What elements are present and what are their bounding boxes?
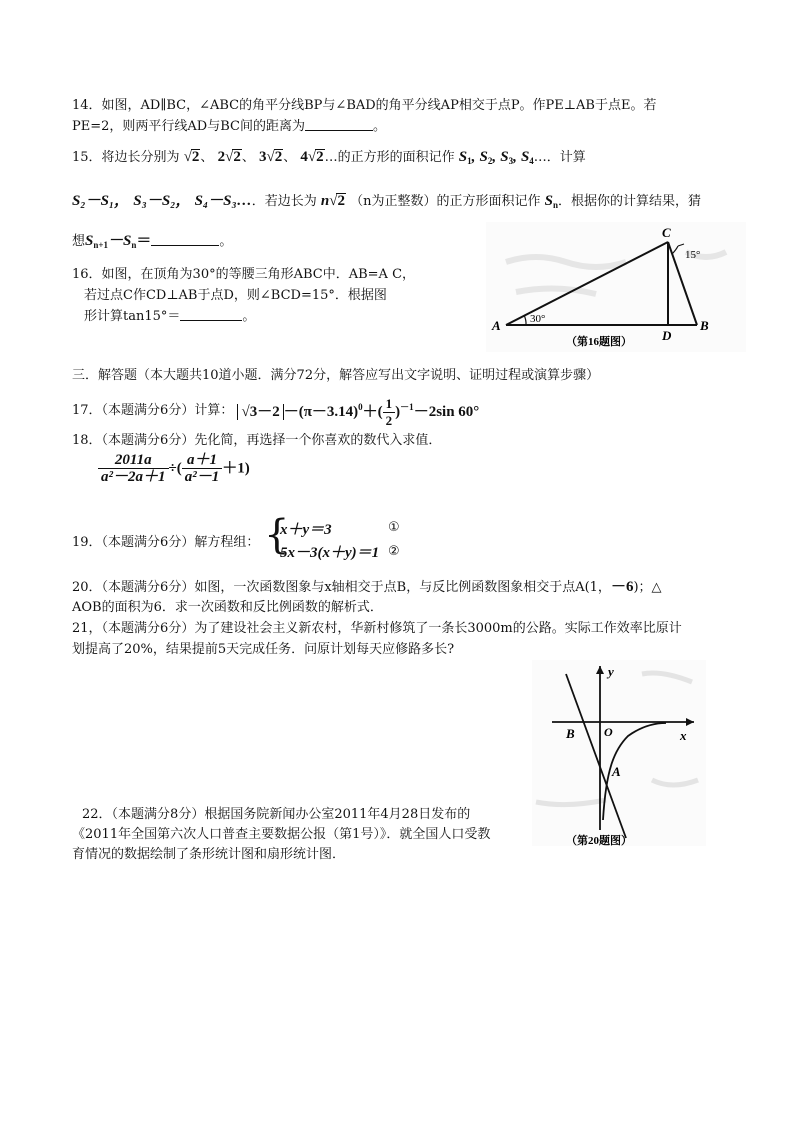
q15-s2: $S_2$, (479, 149, 497, 166)
q15-side-4: 4√2 (300, 149, 324, 165)
q17-abs-value: √3－2 (237, 404, 283, 420)
q20-line2: AOB的面积为6．求一次函数和反比例函数的解析式． (72, 600, 383, 615)
q22-line1: 22．（本题满分8分）根据国务院新闻办公室2011年4月28日发布的 (82, 807, 471, 822)
vertex-A-label: A (492, 318, 501, 333)
q15-line2 (72, 192, 701, 214)
q17-close: ) (395, 404, 401, 420)
q15-s4: $S_4$ (520, 149, 534, 166)
q14-answer-blank[interactable] (305, 118, 373, 131)
q15-s3: $S_3$, (500, 149, 517, 166)
q18-expression (98, 452, 250, 492)
q21-line2: 划提高了20%，结果提前5天完成任务．问原计划每天应修路多长? (72, 642, 455, 657)
q18-tail: ＋1) (222, 460, 250, 477)
q15-sep: 、 (200, 150, 214, 165)
origin-label: O (604, 725, 613, 739)
q15-dots: …的正方形的面积记作 (324, 150, 455, 165)
q20-line1-end: )；△ (633, 580, 662, 595)
q22-line3: 育情况的数据绘制了条形统计图和扇形统计图． (72, 847, 346, 862)
q20-line1 (72, 578, 662, 597)
q16-line3-text: 形计算tan15°＝ (84, 309, 181, 324)
q15-intro: 15．将边长分别为 (72, 150, 180, 165)
q19-eq2: 5x－3(x＋y)＝1 (280, 545, 380, 561)
q19-system (264, 514, 424, 564)
q22-line2: 《2011年全国第六次人口普查主要数据公报（第1号）》．就全国人口受教 (72, 827, 491, 842)
q18-divide: ÷( (168, 460, 182, 477)
y-axis-label: y (608, 664, 614, 679)
q15-mid2: （n为正整数）的正方形面积记作 (350, 194, 541, 209)
q15-end1: …．计算 (533, 150, 586, 165)
q17-expression (237, 396, 480, 429)
vertex-D-label: D (662, 328, 672, 343)
q15-side-1: √2 (183, 149, 200, 165)
q17-exp0: 0 (358, 402, 363, 412)
q17-prefix: 17．（本题满分6分）计算： (72, 403, 234, 419)
q20-coordinate: －6 (610, 579, 634, 595)
q15-guess-eq: ＝ (136, 233, 152, 249)
angle-C-label: 15° (685, 249, 701, 261)
q15-diff-2: S₃－S₂， (133, 193, 191, 209)
q15-mid3: ．根据你的计算结果，猜 (558, 194, 702, 209)
q15-mid: ．若边长为 (251, 194, 317, 209)
figure-16-triangle (486, 222, 746, 352)
q14-line2-end: 。 (372, 119, 386, 134)
q15-line1 (72, 148, 586, 170)
q18-fraction-1: $\frac{2011a}{\text{a²－2a＋1}}$ (98, 452, 169, 485)
q15-side-2: 2√2 (217, 149, 241, 165)
q15-line3 (72, 232, 232, 254)
figure-16-caption: （第16题图） (566, 336, 632, 348)
q15-diff-3: S₄－S₃… (194, 193, 252, 209)
q16-line2: 若过点C作CD⊥AB于点D，则∠BCD=15°．根据图 (84, 288, 387, 303)
q17-half: $\frac{1}{2}$ (383, 396, 396, 429)
point-B-label: B (566, 726, 575, 741)
q17-exp-minus1: －1 (400, 402, 414, 412)
q19-eq1: x＋y＝3 (280, 522, 332, 538)
q16-line1: 16．如图，在顶角为30°的等腰三角形ABC中．AB=A C， (72, 267, 416, 282)
q18-line1: 18．（本题满分6分）先化简，再选择一个你喜欢的数代入求值． (72, 433, 442, 448)
q16-answer-blank[interactable] (180, 308, 242, 321)
point-A-label: A (612, 764, 621, 779)
q15-side-3: 3√2 (258, 149, 283, 165)
figure-20-graph (532, 660, 706, 846)
q16-line3 (84, 308, 255, 326)
q20-line1-text: 20．（本题满分6分）如图，一次函数图象与x轴相交于点B，与反比例函数图象相交于点A(1， (72, 580, 611, 595)
q15-guess-expr: $S_{n+1}-S_n$ (85, 233, 137, 250)
q14-line2-text: PE=2，则两平行线AD与BC间的距离为 (72, 119, 305, 134)
q15-sep: 、 (283, 150, 297, 165)
q17-part1: －(π－3.14) (283, 404, 359, 420)
q15-sn: $S_n$ (544, 193, 558, 210)
q16-line3-end: 。 (242, 309, 256, 324)
figure-20-caption: （第20题图） (566, 835, 632, 846)
vertex-C-label: C (662, 225, 671, 240)
q17-part2: －2sin 60° (413, 404, 480, 420)
q21-line1: 21，（本题满分6分）为了建设社会主义新农村，华新村修筑了一条长3000m的公路。实际工作效率比原计 (72, 621, 682, 636)
q19-prefix: 19．（本题满分6分）解方程组： (72, 535, 260, 550)
q14-line1: 14．如图，AD∥BC，∠ABC的角平分线BP与∠BAD的角平分线AP相交于点P。作PE⊥AB于点E。若 (72, 98, 657, 113)
angle-A-label: 30° (530, 313, 546, 325)
section-3-header: 三．解答题（本大题共10道小题．满分72分，解答应写出文字说明、证明过程或演算步骤） (72, 368, 600, 383)
q15-guess-end: 。 (219, 234, 233, 249)
q15-s1: $S_1$, (458, 149, 476, 166)
q15-side-n: n√2 (320, 193, 345, 209)
q17-line (72, 392, 480, 429)
vertex-B-label: B (700, 318, 709, 333)
q15-sep: 、 (241, 150, 255, 165)
q19-tag1: ① (388, 520, 400, 535)
q15-diff-1: S₂－S₁， (72, 193, 130, 209)
q17-plus: ＋( (362, 404, 383, 420)
q15-answer-blank[interactable] (151, 233, 219, 246)
q18-fraction-2: $\frac{a+1}{\text{a²－1}}$ (182, 452, 223, 485)
q15-guess-label: 想 (72, 234, 86, 249)
q14-line2 (72, 118, 386, 136)
q19-brace: { (264, 512, 290, 558)
q19-tag2: ② (388, 544, 400, 559)
x-axis-label: x (680, 728, 687, 743)
